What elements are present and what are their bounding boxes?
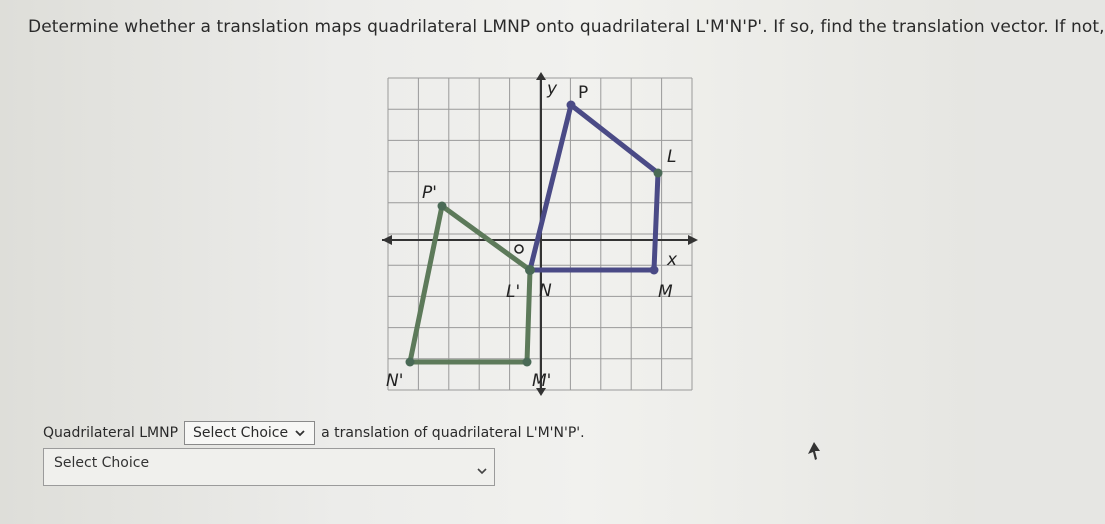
coordinate-graph (382, 72, 698, 398)
vertex-n-prime (406, 358, 415, 367)
x-axis-arrow (688, 235, 698, 245)
label-l-prime: L' (506, 282, 521, 302)
translation-choice-label: Select Choice (193, 425, 289, 441)
x-axis-label: x (667, 250, 678, 270)
label-n-prime: N' (386, 371, 404, 391)
label-p: P (578, 83, 589, 103)
answer-prefix: Quadrilateral LMNP (43, 425, 179, 441)
label-p-prime: P' (422, 183, 437, 203)
vertex-p (567, 101, 576, 110)
question-text: Determine whether a translation maps quadrilateral LMNP onto quadrilateral L'M'N'P'. If so, find the translation vector. If not, (28, 17, 1105, 37)
label-l: L (667, 147, 677, 167)
vertex-m-prime (523, 358, 532, 367)
answer-sentence (43, 418, 585, 448)
chevron-down-icon (294, 427, 306, 439)
vertex-p-prime (438, 202, 447, 211)
mouse-pointer-icon (805, 441, 823, 461)
x-axis-arrow-left (382, 235, 392, 245)
vertex-l (654, 169, 663, 178)
vertex-m (650, 266, 659, 275)
translation-vector-dropdown[interactable] (43, 448, 495, 486)
y-axis-label: y (547, 79, 558, 99)
label-m: M (658, 282, 673, 302)
translation-choice-dropdown[interactable] (184, 421, 315, 445)
label-n: N (539, 281, 552, 301)
origin-marker (515, 245, 523, 253)
y-axis-arrow (536, 72, 546, 80)
answer-suffix: a translation of quadrilateral L'M'N'P'. (321, 425, 585, 441)
label-m-prime: M' (532, 371, 552, 391)
vertex-n-lprime (525, 265, 535, 275)
translation-vector-label: Select Choice (54, 455, 150, 471)
quadrilateral-lmnp (530, 105, 658, 270)
chevron-down-icon (476, 465, 488, 477)
